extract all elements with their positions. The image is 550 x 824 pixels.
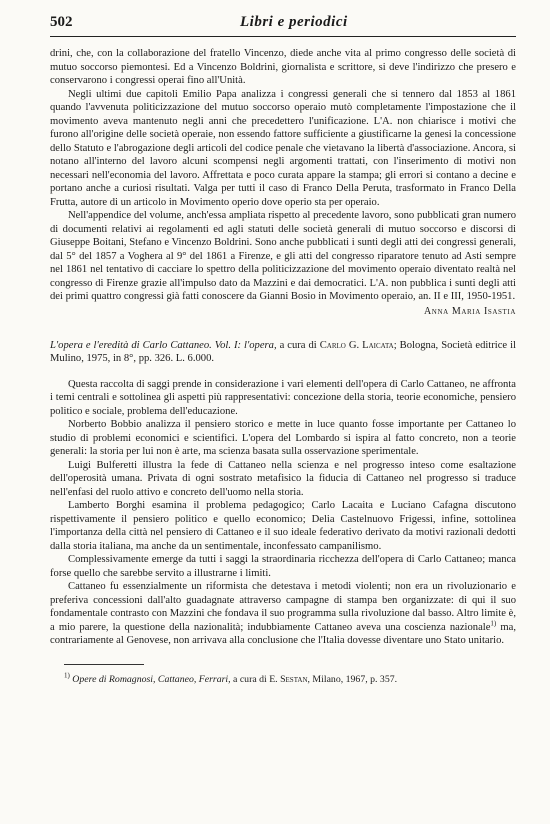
footnote xyxy=(50,673,516,686)
footnote-divider xyxy=(64,664,144,665)
footnote-title: Opere di Romagnosi, Cattaneo, Ferrari, xyxy=(72,673,231,685)
paragraph-bobbio: Norberto Bobbio analizza il pensiero storico e mette in luce quanto fosse importante per Cattaneo lo studio di problemi economici e scientifici. L'opera del Lombardo si ispira al fatto concreto, non a teorie generali: la storia per lui non è arte, ma scienza basata sulla osservazione sperimentale. xyxy=(50,419,516,457)
book-title: L'opera e l'eredità di Carlo Cattaneo. Vol. I: l'opera, xyxy=(50,339,277,351)
page-number: 502 xyxy=(50,14,73,30)
running-header xyxy=(50,14,516,37)
running-title: Libri e periodici xyxy=(240,14,348,30)
paragraph-overall: Complessivamente emerge da tutti i saggi la straordinaria ricchezza dell'opera di Carlo Cattaneo; manca forse quello che sarebbe servito a illustrarne i limiti. xyxy=(50,554,516,579)
book-editor: Carlo G. Laicata xyxy=(319,339,394,351)
review-heading-cattaneo xyxy=(50,339,516,366)
reviewer-signature: Anna Maria Isastia xyxy=(423,305,516,317)
text-limits-b: ma, contrariamente al Genovese, non arrivava alla conclusione che l'Italia dovesse diventare uno Stato unitario. xyxy=(50,621,516,646)
paragraph-continuation: drini, che, con la collaborazione del fratello Vincenzo, diede anche vita al primo congresso delle società di mutuo soccorso piemontesi. Ed a Vincenzo Boldrini, giornalista e scrittore, si deve l'indirizzo che presero e conservarono i congressi operai fino all'Unità. xyxy=(50,48,516,86)
footnote-marker: 1) xyxy=(64,671,70,680)
paragraph-bulferetti: Luigi Bulferetti illustra la fede di Cattaneo nella scienza e nel progresso inteso come esaltazione dell'operosità umana. Privata di ogni sostrato metafisico la fiducia di Cattaneo nel progresso si traduce nell'enfasi del ruolo attivo e concreto dell'uomo nella storia. xyxy=(50,459,516,498)
paragraph-papa-analysis xyxy=(50,88,516,210)
text-emphasis: si contano a decine e portano anche a curiosi risultati. Valga per tutti il caso di Franco Della Peruta, trasformato in Franco Della Frutta, autore di un articolo in Movimento operio dove operio sta per operaio. xyxy=(50,169,516,208)
text-limits-a: Cattaneo fu essenzialmente un riformista che detestava i metodi violenti; non era un rivoluzionario e preferiva concessioni dall'alto guadagnate attraverso campagne di stampa ben organizzate: di qui il suo fondamentale contrasto con Mazzini che fondava il suo programma sulla rivoluzione dal basso. Altro limite è, a mio parere, la questione della nazionalità; indubbiamente Cattaneo aveva una coscienza nazionale xyxy=(50,581,516,633)
paragraph-limits xyxy=(50,580,516,648)
text-plain: Negli ultimi due capitoli Emilio Papa analizza i congressi generali che si tennero dal 1853 al 1861 quando l'avvenuta politicizzazione del mutuo soccorso operaio mutò completamente l'impostazione che il movimento aveva mantenuto negli anni che precedettero l'unificazione. L'A. non chiarisce i motivi che furono all'origine delle società operaie, non essendo fattore sufficiente a giustificarne la genesi la concessione dello Statuto e l'abrogazione degli articoli del codice penale che vietavano la libertà d'associazione. Ancora, si notano all'interno del lavoro alcuni scompensi negli argomenti trattati, con l'inserimento di motivi non necessari nell'economia del lavoro. Affrettata e poco curata appare la stampa; gli errori xyxy=(50,88,516,181)
review-cattaneo xyxy=(50,378,516,648)
publication-details: ; Bologna, Società editrice il Mulino, 1975, in 8°, pp. 326. L. 6.000. xyxy=(50,339,516,364)
heading-curated-by: a cura di xyxy=(276,339,320,351)
paragraph-borghi: Lamberto Borghi esamina il problema pedagogico; Carlo Lacaita e Luciano Cafagna discutono rispettivamente il pensiero politico e quello economico; Delia Castelnuovo Frigessi, infine, sottolinea l'importanza della città nel pensiero di Cattaneo e il suo ideale federativo derivato da motivi razionali dedotti dalla storia italiana, ma anche da un sentimentale, inconfessato campanilismo. xyxy=(50,500,516,552)
footnote-reference[interactable]: 1) xyxy=(490,618,497,627)
footnote-editor: E. Sestan xyxy=(269,673,308,685)
footnote-curated-by: a cura di xyxy=(230,673,270,685)
paragraph-intro: Questa raccolta di saggi prende in considerazione i vari elementi dell'opera di Carlo Cattaneo, ne affronta i temi centrali e sottolinea gli aspetti più rappresentativi: concezione della storia, teorie economiche, pensiero politico e sociale, problema dell'educazione. xyxy=(50,378,516,417)
footnote-details: , Milano, 1967, p. 357. xyxy=(307,673,398,685)
review-papa xyxy=(50,47,516,317)
paragraph-appendix: Nell'appendice del volume, anch'essa ampliata rispetto al precedente lavoro, sono pubblicati gran numero di documenti relativi ai regolamenti ed agli statuti delle società generali di mutuo soccorso e discorsi di Giuseppe Boitani, Stefano e Vincenzo Boldrini. Sono anche pubblicati i sunti degli atti dei congressi generali, dal 5° del 1857 a Voghera al 9° del 1861 a Firenze, e gli atti del congresso riparatore tenuto ad Asti sempre nel 1861 nel tentativo di cacciare lo spettro della politicizzazione del movimento operaio diventato realtà nel congresso di Firenze grazie all'impulso dato da Mazzini e dai democratici. L'A. non pubblica i sunti degli atti dei primi quattro congressi già fatti conoscere da Gianni Bosio in Movimento operaio, an. II e III, 1950-1951. xyxy=(50,210,516,302)
